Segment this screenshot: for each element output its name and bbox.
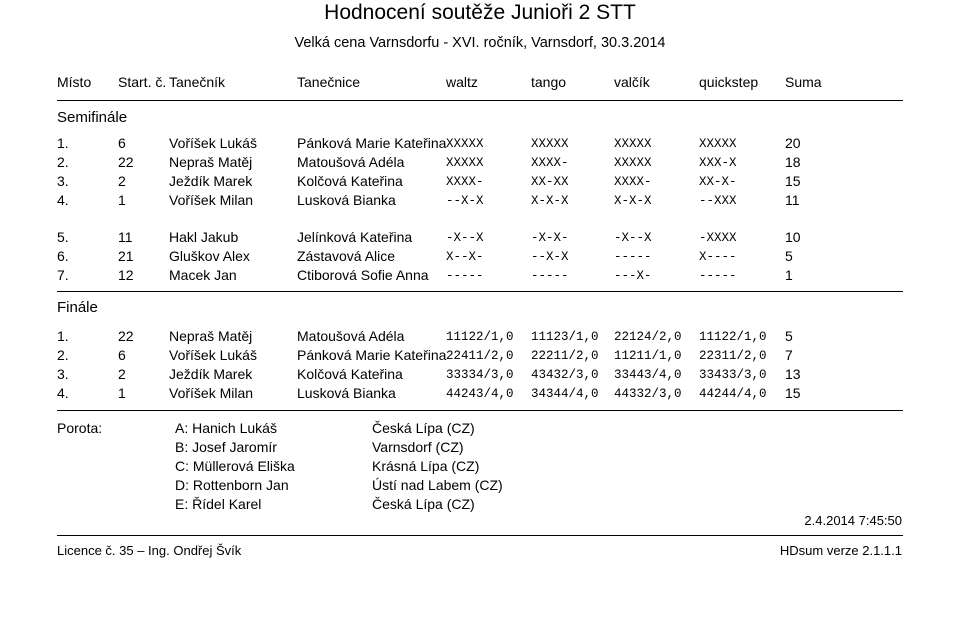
cell-valcik: 44332/3,0 (614, 387, 682, 401)
cell-start: 22 (118, 328, 134, 344)
judge-name: A: Hanich Lukáš (175, 420, 277, 436)
cell-woman: Jelínková Kateřina (297, 229, 413, 245)
cell-place: 2. (57, 347, 69, 363)
cell-quickstep: 44244/4,0 (699, 387, 767, 401)
cell-sum: 15 (785, 173, 801, 189)
cell-woman: Lusková Bianka (297, 192, 396, 208)
cell-woman: Kolčová Kateřina (297, 173, 403, 189)
judge-name: D: Rottenborn Jan (175, 477, 289, 493)
cell-tango: XXXX- (531, 156, 569, 170)
cell-quickstep: XX-X- (699, 175, 737, 189)
cell-quickstep: -XXXX (699, 231, 737, 245)
cell-tango: X-X-X (531, 194, 569, 208)
cell-waltz: 22411/2,0 (446, 349, 514, 363)
cell-tango: 34344/4,0 (531, 387, 599, 401)
cell-quickstep: 33433/3,0 (699, 368, 767, 382)
cell-start: 22 (118, 154, 134, 170)
cell-tango: 43432/3,0 (531, 368, 599, 382)
col-header-tango: tango (531, 74, 567, 90)
cell-sum: 5 (785, 248, 793, 264)
cell-sum: 7 (785, 347, 793, 363)
col-header-sum: Suma (785, 74, 822, 90)
software-version: HDsum verze 2.1.1.1 (779, 543, 902, 558)
cell-sum: 1 (785, 267, 793, 283)
footer-divider (57, 535, 903, 536)
cell-valcik: 33443/4,0 (614, 368, 682, 382)
col-header-man: Tanečník (169, 74, 226, 90)
cell-place: 2. (57, 154, 69, 170)
cell-man: Ježdík Marek (169, 366, 253, 382)
judge-city: Česká Lípa (CZ) (372, 496, 475, 512)
cell-man: Ježdík Marek (169, 173, 253, 189)
cell-waltz: ----- (446, 269, 484, 283)
cell-tango: --X-X (531, 250, 569, 264)
cell-tango: XX-XX (531, 175, 569, 189)
cell-quickstep: XXXXX (699, 137, 737, 151)
cell-sum: 20 (785, 135, 801, 151)
cell-waltz: --X-X (446, 194, 484, 208)
cell-man: Nepraš Matěj (169, 328, 253, 344)
cell-start: 6 (118, 347, 126, 363)
cell-waltz: XXXXX (446, 137, 484, 151)
finale-divider (57, 410, 903, 411)
cell-woman: Ctiborová Sofie Anna (297, 267, 429, 283)
cell-woman: Lusková Bianka (297, 385, 396, 401)
cell-man: Hakl Jakub (169, 229, 239, 245)
col-header-valcik: valčík (614, 74, 650, 90)
col-header-start: Start. č. (118, 74, 167, 90)
cell-sum: 15 (785, 385, 801, 401)
cell-waltz: 33334/3,0 (446, 368, 514, 382)
section-label-finale: Finále (57, 299, 98, 316)
cell-waltz: 44243/4,0 (446, 387, 514, 401)
cell-valcik: ---X- (614, 269, 652, 283)
cell-quickstep: 22311/2,0 (699, 349, 767, 363)
cell-man: Voříšek Lukáš (169, 347, 257, 363)
cell-man: Voříšek Milan (169, 385, 254, 401)
cell-woman: Kolčová Kateřina (297, 366, 403, 382)
cell-sum: 11 (785, 192, 800, 208)
col-header-waltz: waltz (446, 74, 478, 90)
cell-quickstep: XXX-X (699, 156, 737, 170)
cell-start: 1 (118, 385, 126, 401)
cell-sum: 18 (785, 154, 801, 170)
judge-city: Varnsdorf (CZ) (372, 439, 464, 455)
cell-sum: 10 (785, 229, 801, 245)
col-header-place: Místo (57, 74, 92, 90)
page-subtitle: Velká cena Varnsdorfu - XVI. ročník, Varnsdorf, 30.3.2014 (294, 35, 666, 51)
cell-woman: Matoušová Adéla (297, 328, 405, 344)
judge-name: C: Müllerová Eliška (175, 458, 295, 474)
section-label-semifinale: Semifinále (57, 109, 128, 126)
cell-start: 21 (118, 248, 134, 264)
judge-city: Česká Lípa (CZ) (372, 420, 475, 436)
cell-man: Nepraš Matěj (169, 154, 253, 170)
cell-man: Macek Jan (169, 267, 237, 283)
cell-start: 12 (118, 267, 134, 283)
page-title: Hodnocení soutěže Junioři 2 STT (324, 1, 636, 24)
licence-text: Licence č. 35 – Ing. Ondřej Švík (57, 543, 242, 558)
cell-sum: 13 (785, 366, 801, 382)
cell-tango: 11123/1,0 (531, 330, 599, 344)
cell-start: 6 (118, 135, 126, 151)
cell-valcik: XXXX- (614, 175, 652, 189)
cell-place: 5. (57, 229, 69, 245)
cell-woman: Pánková Marie Kateřina (297, 347, 447, 363)
cell-woman: Pánková Marie Kateřina (297, 135, 447, 151)
cell-place: 3. (57, 366, 69, 382)
porota-label: Porota: (57, 420, 103, 436)
cell-sum: 5 (785, 328, 793, 344)
cell-valcik: XXXXX (614, 137, 652, 151)
cell-place: 6. (57, 248, 69, 264)
cell-valcik: ----- (614, 250, 652, 264)
cell-tango: -X-X- (531, 231, 569, 245)
cell-waltz: -X--X (446, 231, 484, 245)
header-divider (57, 100, 903, 101)
cell-man: Voříšek Milan (169, 192, 254, 208)
cell-start: 11 (118, 229, 133, 245)
cell-valcik: 11211/1,0 (614, 349, 682, 363)
cell-start: 2 (118, 173, 126, 189)
cell-place: 3. (57, 173, 69, 189)
cell-quickstep: ----- (699, 269, 737, 283)
cell-place: 4. (57, 385, 69, 401)
cell-tango: ----- (531, 269, 569, 283)
cell-waltz: XXXX- (446, 175, 484, 189)
cell-man: Gluškov Alex (169, 248, 250, 264)
judge-city: Krásná Lípa (CZ) (372, 458, 480, 474)
judge-name: B: Josef Jaromír (175, 439, 277, 455)
cell-woman: Matoušová Adéla (297, 154, 405, 170)
cell-waltz: 11122/1,0 (446, 330, 514, 344)
cell-valcik: XXXXX (614, 156, 652, 170)
cell-start: 2 (118, 366, 126, 382)
cell-quickstep: 11122/1,0 (699, 330, 767, 344)
cell-valcik: 22124/2,0 (614, 330, 682, 344)
cell-place: 7. (57, 267, 69, 283)
cell-tango: XXXXX (531, 137, 569, 151)
col-header-woman: Tanečnice (297, 74, 361, 90)
cell-quickstep: X---- (699, 250, 737, 264)
cell-place: 1. (57, 328, 69, 344)
cell-quickstep: --XXX (699, 194, 737, 208)
cell-waltz: X--X- (446, 250, 484, 264)
cell-tango: 22211/2,0 (531, 349, 599, 363)
cell-place: 4. (57, 192, 69, 208)
cell-valcik: X-X-X (614, 194, 652, 208)
cell-woman: Zástavová Alice (297, 248, 396, 264)
cell-start: 1 (118, 192, 126, 208)
judge-city: Ústí nad Labem (CZ) (372, 477, 503, 493)
cell-waltz: XXXXX (446, 156, 484, 170)
semifinale-divider (57, 291, 903, 292)
cell-place: 1. (57, 135, 69, 151)
col-header-quickstep: quickstep (699, 74, 759, 90)
cell-man: Voříšek Lukáš (169, 135, 257, 151)
cell-valcik: -X--X (614, 231, 652, 245)
print-datetime: 2.4.2014 7:45:50 (804, 513, 902, 528)
judge-name: E: Řídel Karel (175, 496, 262, 512)
